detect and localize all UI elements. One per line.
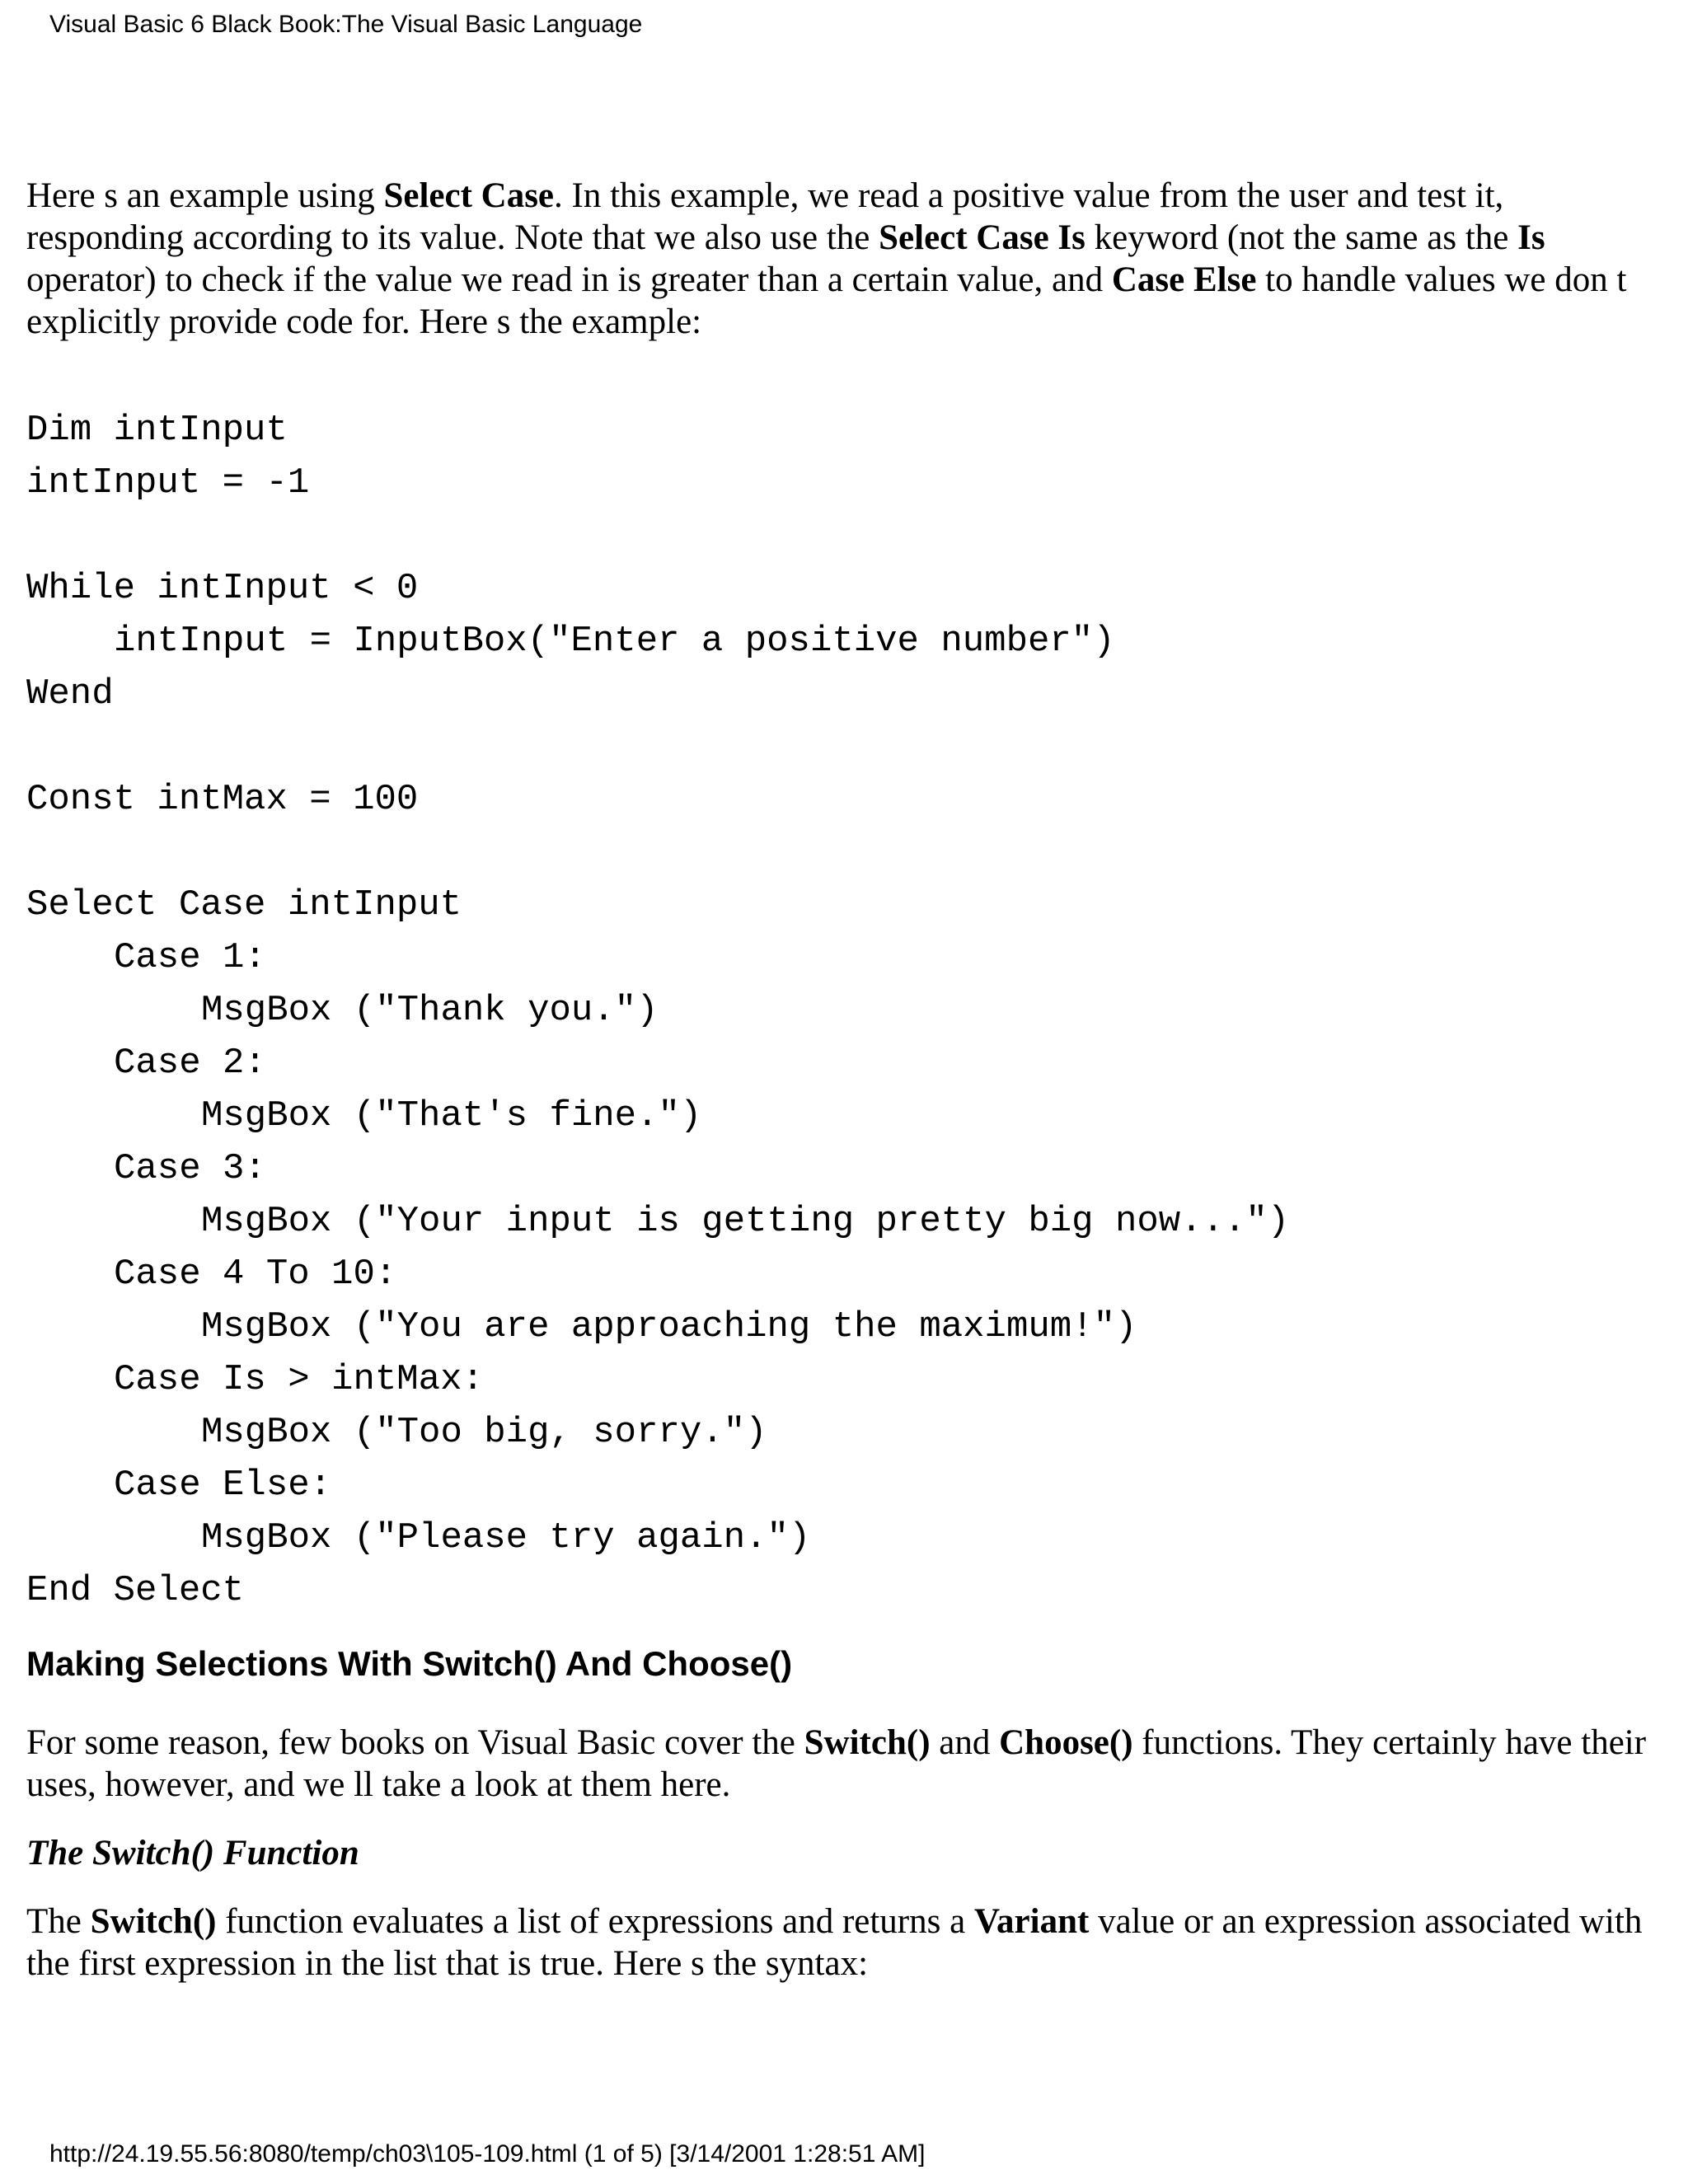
intro-paragraph	[26, 175, 1654, 343]
switch-desc-text-2: function evaluates a list of expressions and returns a	[216, 1902, 974, 1941]
intro-bold-case-else: Case Else	[1111, 260, 1257, 299]
switch-desc-bold-switch: Switch()	[90, 1902, 217, 1941]
intro-text-1: Here s an example using	[26, 176, 384, 215]
code-line: Case 4 To 10:	[114, 1254, 397, 1295]
switch-choose-bold-choose: Choose()	[999, 1723, 1133, 1762]
code-line: Case 1:	[114, 937, 266, 978]
switch-function-paragraph	[26, 1900, 1654, 1985]
code-line: Case Else:	[114, 1465, 332, 1506]
code-line: Case 3:	[114, 1148, 266, 1189]
intro-text-2: . In this example, we read a positive value from the user and test it, responding according to its value. Note that we also use the	[26, 176, 1504, 257]
intro-bold-is: Is	[1517, 218, 1545, 257]
code-line: intInput = -1	[26, 462, 310, 504]
code-line: Case Is > intMax:	[114, 1359, 484, 1400]
code-line: While intInput < 0	[26, 568, 419, 609]
code-line: End Select	[26, 1570, 245, 1611]
switch-choose-text-3: functions. They certainly have their uses, however, and we ll take a look at them here.	[26, 1723, 1647, 1804]
intro-bold-select-case: Select Case	[383, 176, 555, 215]
code-line: Select Case intInput	[26, 884, 462, 926]
code-line: Dim intInput	[26, 410, 288, 451]
code-line: Case 2:	[114, 1043, 266, 1084]
page-footer-url: http://24.19.55.56:8080/temp/ch03\105-109.html (1 of 5) [3/14/2001 1:28:51 AM]	[49, 2140, 926, 2168]
code-line: MsgBox ("You are approaching the maximum!")	[201, 1306, 1137, 1347]
switch-choose-bold-switch: Switch()	[804, 1723, 931, 1762]
code-line: Wend	[26, 673, 114, 715]
code-line: intInput = InputBox("Enter a positive number")	[114, 621, 1115, 662]
intro-text-3: keyword (not the same as the	[1085, 218, 1518, 257]
intro-bold-select-case-is: Select Case Is	[879, 218, 1085, 257]
code-line: MsgBox ("Too big, sorry.")	[201, 1412, 767, 1453]
section-heading: Making Selections With Switch() And Choose()	[26, 1644, 793, 1683]
switch-choose-text-1: For some reason, few books on Visual Basic cover the	[26, 1723, 804, 1762]
intro-text-5: to handle values we don t explicitly provide code for. Here s the example:	[26, 260, 1627, 341]
code-line: MsgBox ("Your input is getting pretty big now...")	[201, 1201, 1290, 1242]
switch-choose-text-2: and	[930, 1723, 1000, 1762]
code-line: MsgBox ("That's fine.")	[201, 1095, 702, 1137]
sub-heading: The Switch() Function	[26, 1834, 359, 1872]
code-line: MsgBox ("Thank you.")	[201, 990, 659, 1031]
page-header-title: Visual Basic 6 Black Book:The Visual Basic Language	[49, 11, 643, 38]
switch-desc-text-1: The	[26, 1902, 91, 1941]
code-line: Const intMax = 100	[26, 779, 419, 820]
switch-desc-text-3: value or an expression associated with the first expression in the list that is true. Here s the syntax:	[26, 1902, 1643, 1983]
intro-text-4: operator) to check if the value we read in is greater than a certain value, and	[26, 260, 1112, 299]
switch-choose-paragraph	[26, 1722, 1654, 1806]
switch-desc-bold-variant: Variant	[973, 1902, 1090, 1941]
code-line: MsgBox ("Please try again.")	[201, 1517, 811, 1558]
